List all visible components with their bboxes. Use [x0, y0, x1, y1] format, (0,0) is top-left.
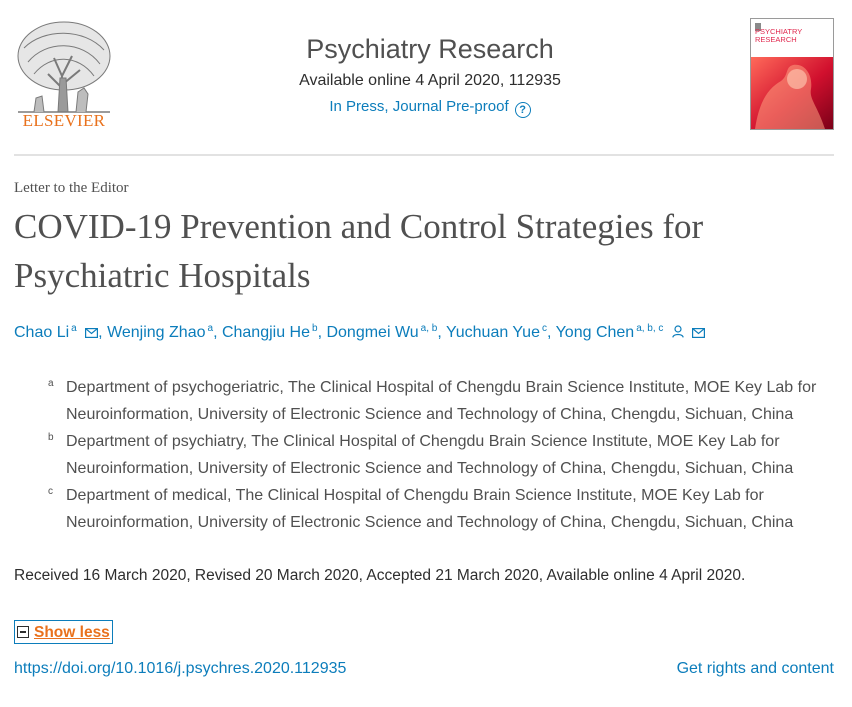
journal-status-label: In Press, Journal Pre-proof — [329, 98, 509, 115]
author-link[interactable]: Wenjing Zhao $^a$ — [107, 323, 214, 341]
rights-link[interactable]: Get rights and content — [676, 660, 834, 677]
author-link[interactable]: Dongmei Wu $^{a, b}$ — [326, 323, 438, 341]
header-divider — [14, 154, 834, 156]
journal-title[interactable]: Psychiatry Research — [306, 34, 554, 64]
affiliation-item: c Department of medical, The Clinical Hospital of Chengdu Brain Science Institute, MOE Key Lab for Neuroinformation, University of Electronic Science and Technology of China, Chengdu, Sichuan, China — [48, 486, 794, 531]
envelope-icon[interactable] — [692, 328, 705, 338]
author-link[interactable]: Yuchuan Yue $^c$ — [445, 323, 547, 341]
affiliation-list — [48, 374, 838, 536]
affiliation-item: b Department of psychiatry, The Clinical Hospital of Chengdu Brain Science Institute, MOE Key Lab for Neuroinformation, University of Electronic Science and Technology of China, Chengdu, Sichuan, China — [48, 432, 794, 477]
article-type: Letter to the Editor — [14, 180, 129, 196]
question-circle-icon[interactable]: ? — [515, 102, 531, 118]
elsevier-wordmark: ELSEVIER — [22, 111, 106, 130]
show-less-label: Show less — [34, 623, 110, 641]
availability-line: Available online 4 April 2020, 112935 — [299, 72, 561, 89]
cover-title: PSYCHIATRY RESEARCH — [755, 27, 803, 44]
envelope-icon[interactable] — [85, 328, 98, 338]
doi-link[interactable]: https://doi.org/10.1016/j.psychres.2020.112935 — [14, 660, 347, 677]
author-link[interactable]: Chao Li $^a$ — [14, 324, 98, 341]
collapse-icon — [17, 626, 29, 638]
journal-header — [0, 0, 852, 158]
person-icon[interactable] — [672, 325, 684, 338]
journal-info — [210, 30, 650, 118]
show-less-button[interactable] — [14, 620, 113, 644]
author-list: Chao Li $^a$ , Wenjing Zhao $^a$, Changjiu He $^b$, Dongmei Wu $^{a, b}$, Yuchuan Yue $^c$, Yong Chen $^{a, b, c}$ — [14, 323, 834, 342]
author-link[interactable]: Yong Chen $^{a, b, c}$ — [556, 324, 706, 341]
journal-cover[interactable] — [750, 18, 834, 130]
article-title: COVID-19 Prevention and Control Strategies for Psychiatric Hospitals — [14, 207, 704, 295]
article-history: Received 16 March 2020, Revised 20 March 2020, Accepted 21 March 2020, Available online 4 April 2020. — [14, 567, 746, 584]
affiliation-item: a Department of psychogeriatric, The Clinical Hospital of Chengdu Brain Science Institute, MOE Key Lab for Neuroinformation, University of Electronic Science and Technology of China, Chengdu, Sichuan, China — [48, 378, 817, 423]
journal-status — [210, 98, 650, 118]
author-link[interactable]: Changjiu He $^b$ — [221, 323, 318, 341]
